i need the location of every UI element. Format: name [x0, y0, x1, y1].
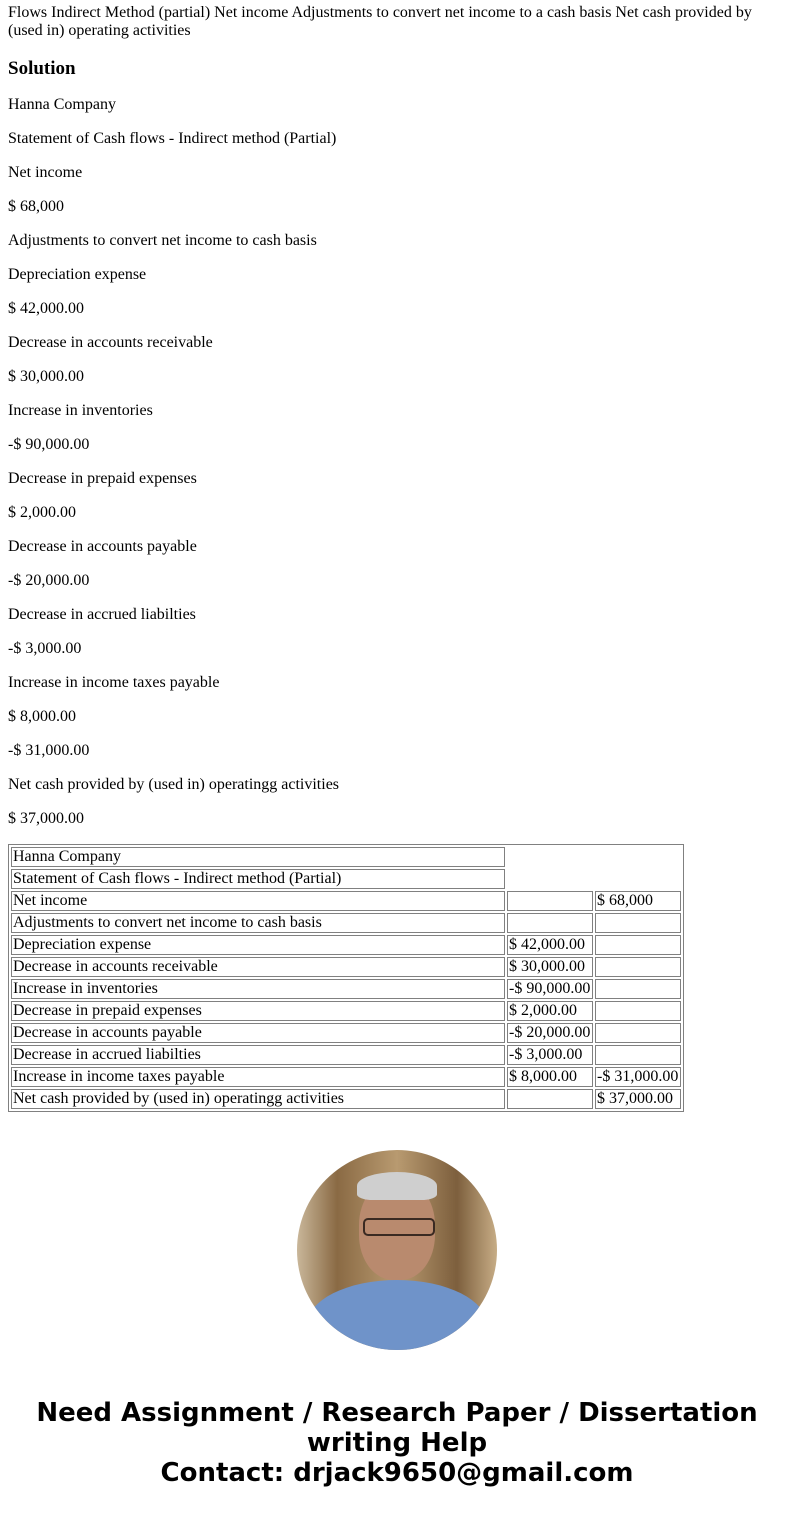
- solution-line: Statement of Cash flows - Indirect method (Partial): [8, 130, 337, 147]
- row-label: Adjustments to convert net income to cash basis: [11, 913, 505, 933]
- solution-line: Depreciation expense: [8, 266, 147, 283]
- total-cell: [595, 957, 681, 977]
- row-label: Increase in inventories: [11, 979, 505, 999]
- solution-line: $ 42,000.00: [8, 300, 84, 317]
- total-cell: [595, 979, 681, 999]
- table-row: [11, 1023, 681, 1043]
- table-row: [11, 891, 681, 911]
- table-row: [11, 1001, 681, 1021]
- total-cell: -$ 31,000.00: [595, 1067, 681, 1087]
- solution-line: $ 2,000.00: [8, 504, 76, 521]
- solution-line: $ 37,000.00: [8, 810, 84, 827]
- total-cell: [595, 1045, 681, 1065]
- table-title: Hanna Company: [11, 847, 505, 867]
- row-label: Decrease in accounts receivable: [11, 957, 505, 977]
- solution-line: $ 8,000.00: [8, 708, 76, 725]
- total-cell: [595, 935, 681, 955]
- solution-line: Increase in inventories: [8, 402, 153, 419]
- footer-help-text: Need Assignment / Research Paper / Dissertation writing Help: [36, 1398, 758, 1458]
- total-cell: $ 37,000.00: [595, 1089, 681, 1109]
- amount-cell: -$ 20,000.00: [507, 1023, 593, 1043]
- table-row: [11, 1089, 681, 1109]
- solution-line: Hanna Company: [8, 96, 116, 113]
- amount-cell: $ 42,000.00: [507, 935, 593, 955]
- solution-line: Net income: [8, 164, 83, 181]
- footer-banner: [0, 1398, 794, 1488]
- solution-line: $ 30,000.00: [8, 368, 84, 385]
- row-label: Decrease in accounts payable: [11, 1023, 505, 1043]
- table-row: [11, 935, 681, 955]
- amount-cell: [507, 1089, 593, 1109]
- solution-lines: [8, 96, 786, 828]
- total-cell: [595, 913, 681, 933]
- table-row: [11, 847, 681, 867]
- table-subtitle: Statement of Cash flows - Indirect method (Partial): [11, 869, 505, 889]
- solution-heading: Solution: [8, 58, 76, 79]
- solution-line: $ 68,000: [8, 198, 64, 215]
- solution-document: [0, 4, 794, 1112]
- table-row: [11, 979, 681, 999]
- solution-line: -$ 20,000.00: [8, 572, 90, 589]
- solution-line: Adjustments to convert net income to cash basis: [8, 232, 317, 249]
- solution-line: -$ 31,000.00: [8, 742, 90, 759]
- row-label: Decrease in prepaid expenses: [11, 1001, 505, 1021]
- table-row: [11, 913, 681, 933]
- cash-flow-table: [8, 844, 684, 1112]
- table-row: [11, 1067, 681, 1087]
- solution-line: Increase in income taxes payable: [8, 674, 220, 691]
- solution-line: Decrease in accounts payable: [8, 538, 197, 555]
- row-label: Net income: [11, 891, 505, 911]
- solution-line: Net cash provided by (used in) operatingg activities: [8, 776, 340, 793]
- row-label: Net cash provided by (used in) operatingg activities: [11, 1089, 505, 1109]
- amount-cell: $ 8,000.00: [507, 1067, 593, 1087]
- solution-line: -$ 3,000.00: [8, 640, 82, 657]
- table-row: [11, 869, 681, 889]
- table-row: [11, 957, 681, 977]
- solution-line: Decrease in prepaid expenses: [8, 470, 197, 487]
- row-label: Decrease in accrued liabilties: [11, 1045, 505, 1065]
- amount-cell: [507, 891, 593, 911]
- amount-cell: $ 2,000.00: [507, 1001, 593, 1021]
- footer-contact: Contact: drjack9650@gmail.com: [160, 1458, 634, 1488]
- total-cell: [595, 1023, 681, 1043]
- amount-cell: [507, 913, 593, 933]
- amount-cell: -$ 3,000.00: [507, 1045, 593, 1065]
- table-row: [11, 1045, 681, 1065]
- total-cell: $ 68,000: [595, 891, 681, 911]
- solution-line: Decrease in accrued liabilties: [8, 606, 196, 623]
- row-label: Increase in income taxes payable: [11, 1067, 505, 1087]
- solution-line: Decrease in accounts receivable: [8, 334, 213, 351]
- solution-line: -$ 90,000.00: [8, 436, 90, 453]
- author-photo: [297, 1150, 497, 1350]
- amount-cell: -$ 90,000.00: [507, 979, 593, 999]
- total-cell: [595, 1001, 681, 1021]
- question-text: Flows Indirect Method (partial) Net income Adjustments to convert net income to a cash basis Net cash provided by (used in) operating activities: [8, 4, 752, 39]
- row-label: Depreciation expense: [11, 935, 505, 955]
- amount-cell: $ 30,000.00: [507, 957, 593, 977]
